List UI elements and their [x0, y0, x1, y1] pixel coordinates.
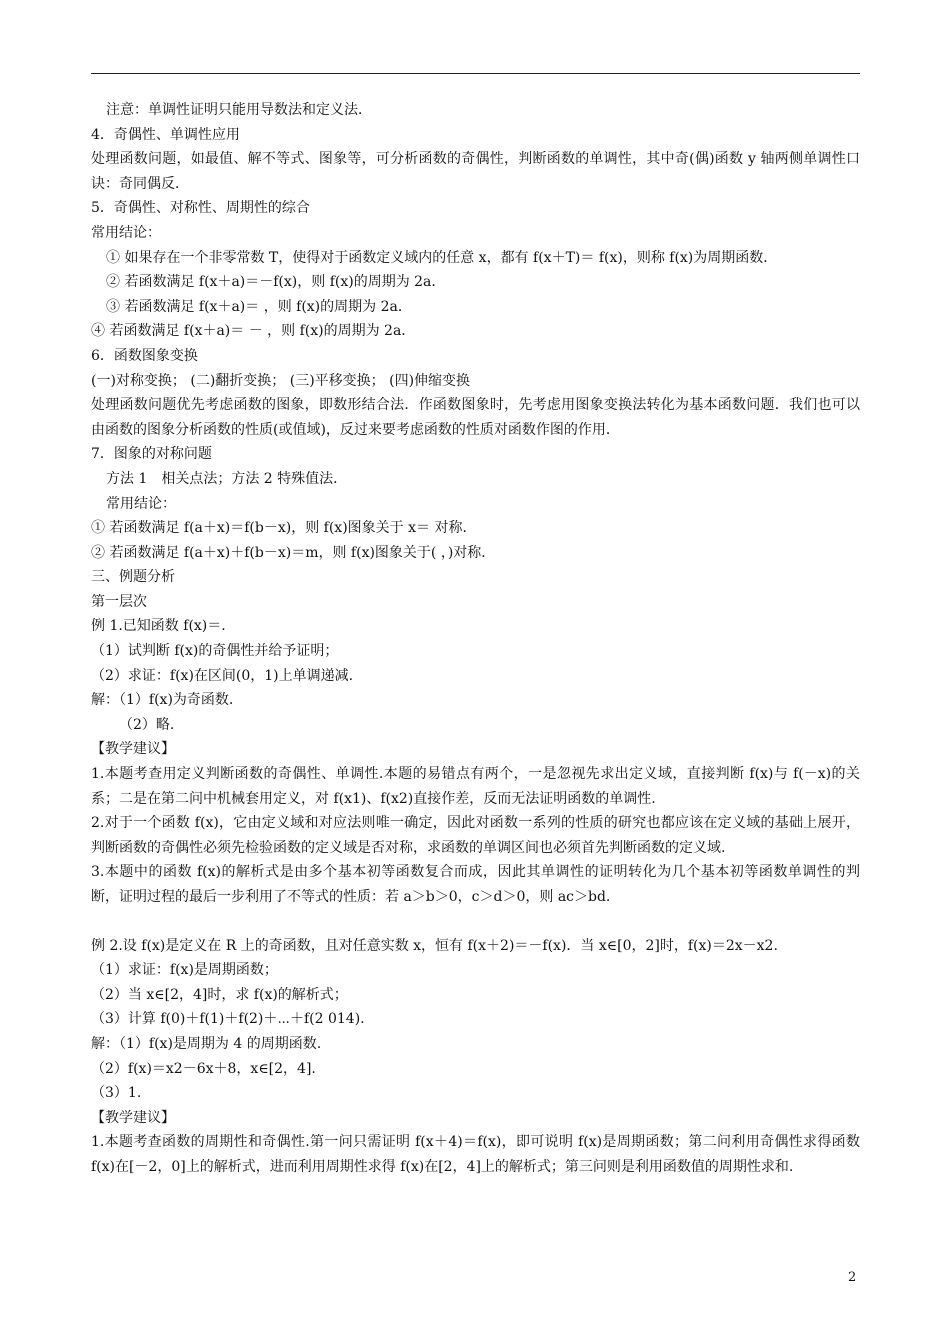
- teaching-advice-heading: 【教学建议】: [91, 1109, 175, 1126]
- paragraph: 常用结论：: [106, 495, 176, 512]
- answer-line: （3）1.: [91, 1085, 142, 1102]
- paragraph: 常用结论：: [91, 224, 161, 241]
- list-item: ④ 若函数满足 f(x＋a)＝ － ，则 f(x)的周期为 2a．: [91, 323, 416, 340]
- teaching-advice-heading: 【教学建议】: [91, 741, 175, 758]
- paragraph: 处理函数问题优先考虑函数的图象，即数形结合法．作函数图象时，先考虑用图象变换法转化为基本函数问题．我们也可以由函数的图象分析函数的性质(或值域)，反过来要考虑函数的性质对函数作图的作用．: [91, 397, 860, 438]
- page-body: [91, 98, 860, 1180]
- section-heading-6: 6．函数图象变换: [91, 347, 198, 364]
- answer-line: （2）略.: [119, 716, 175, 733]
- list-item: ① 如果存在一个非零常数 T，使得对于函数定义域内的任意 x，都有 f(x＋T)＝ f(x)，则称 f(x)为周期函数．: [106, 249, 778, 266]
- paragraph: 1.本题考查函数的周期性和奇偶性.第一问只需证明 f(x＋4)＝f(x)，即可说明 f(x)是周期函数；第二问利用奇偶性求得函数 f(x)在[－2，0]上的解析式，进而利用周期性求得 f(x)在[2，4]上的解析式；第三问则是利用函数值的周期性求和.: [91, 1134, 860, 1175]
- answer-line: 解：（1）f(x)为奇函数.: [91, 692, 234, 709]
- question-item: （3）计算 f(0)＋f(1)＋f(2)＋⋯＋f(2 014).: [91, 1011, 365, 1028]
- blank-line: [91, 910, 860, 934]
- paragraph: 3.本题中的函数 f(x)的解析式是由多个基本初等函数复合而成，因此其单调性的证明转化为几个基本初等函数单调性的判断，证明过程的最后一步利用了不等式的性质：若 a＞b＞0，c＞d＞0，则 ac＞bd.: [91, 864, 860, 905]
- paragraph: 处理函数问题，如最值、解不等式、图象等，可分析函数的奇偶性，判断函数的单调性，其中奇(偶)函数 y 轴两侧单调性口诀：奇同偶反．: [91, 151, 860, 192]
- page-number: 2: [848, 1270, 857, 1285]
- section-heading-4: 4．奇偶性、单调性应用: [91, 126, 240, 143]
- list-item: ③ 若函数满足 f(x＋a)＝ ，则 f(x)的周期为 2a．: [106, 298, 412, 315]
- section-heading-5: 5．奇偶性、对称性、周期性的综合: [91, 200, 310, 217]
- paragraph: 2.对于一个函数 f(x)，它由定义域和对应法则唯一确定，因此对函数一系列的性质的研究也都应该在定义域的基础上展开，判断函数的奇偶性必须先检验函数的定义域是否对称，求函数的单调区间也必须首先判断函数的定义域.: [91, 815, 860, 856]
- paragraph: (一)对称变换； (二)翻折变换； (三)平移变换； (四)伸缩变换: [91, 372, 471, 389]
- answer-line: （2）f(x)＝x2－6x＋8，x∈[2，4].: [91, 1060, 316, 1077]
- question-item: （1）试判断 f(x)的奇偶性并给予证明；: [91, 643, 339, 660]
- header-rule: [91, 73, 860, 74]
- list-item: ② 若函数满足 f(a＋x)＋f(b－x)＝m，则 f(x)图象关于( ，)对称．: [91, 544, 496, 561]
- list-item: ① 若函数满足 f(a＋x)＝f(b－x)，则 f(x)图象关于 x＝ 对称．: [91, 520, 477, 537]
- note-line: 注意：单调性证明只能用导数法和定义法．: [106, 102, 372, 118]
- subsection-heading: 第一层次: [91, 593, 147, 610]
- paragraph: 1.本题考查用定义判断函数的奇偶性、单调性.本题的易错点有两个，一是忽视先求出定义域，直接判断 f(x)与 f(－x)的关系；二是在第二问中机械套用定义，对 f(x1)、f(x2)直接作差，反而无法证明函数的单调性.: [91, 766, 860, 807]
- question-item: （1）求证：f(x)是周期函数；: [91, 962, 278, 979]
- example-title: 例 1.已知函数 f(x)＝.: [91, 618, 226, 635]
- list-item: ② 若函数满足 f(x＋a)＝－f(x)，则 f(x)的周期为 2a．: [106, 274, 446, 291]
- example-title: 例 2.设 f(x)是定义在 R 上的奇函数，且对任意实数 x，恒有 f(x＋2)＝－f(x)．当 x∈[0，2]时，f(x)＝2x－x2.: [91, 937, 778, 954]
- section-heading: 三、例题分析: [91, 569, 175, 586]
- paragraph: 方法 1 相关点法；方法 2 特殊值法．: [106, 470, 348, 487]
- question-item: （2）当 x∈[2，4]时，求 f(x)的解析式；: [91, 986, 348, 1003]
- question-item: （2）求证：f(x)在区间(0，1)上单调递减.: [91, 667, 354, 684]
- answer-line: 解：（1）f(x)是周期为 4 的周期函数.: [91, 1035, 322, 1052]
- section-heading-7: 7．图象的对称问题: [91, 446, 212, 463]
